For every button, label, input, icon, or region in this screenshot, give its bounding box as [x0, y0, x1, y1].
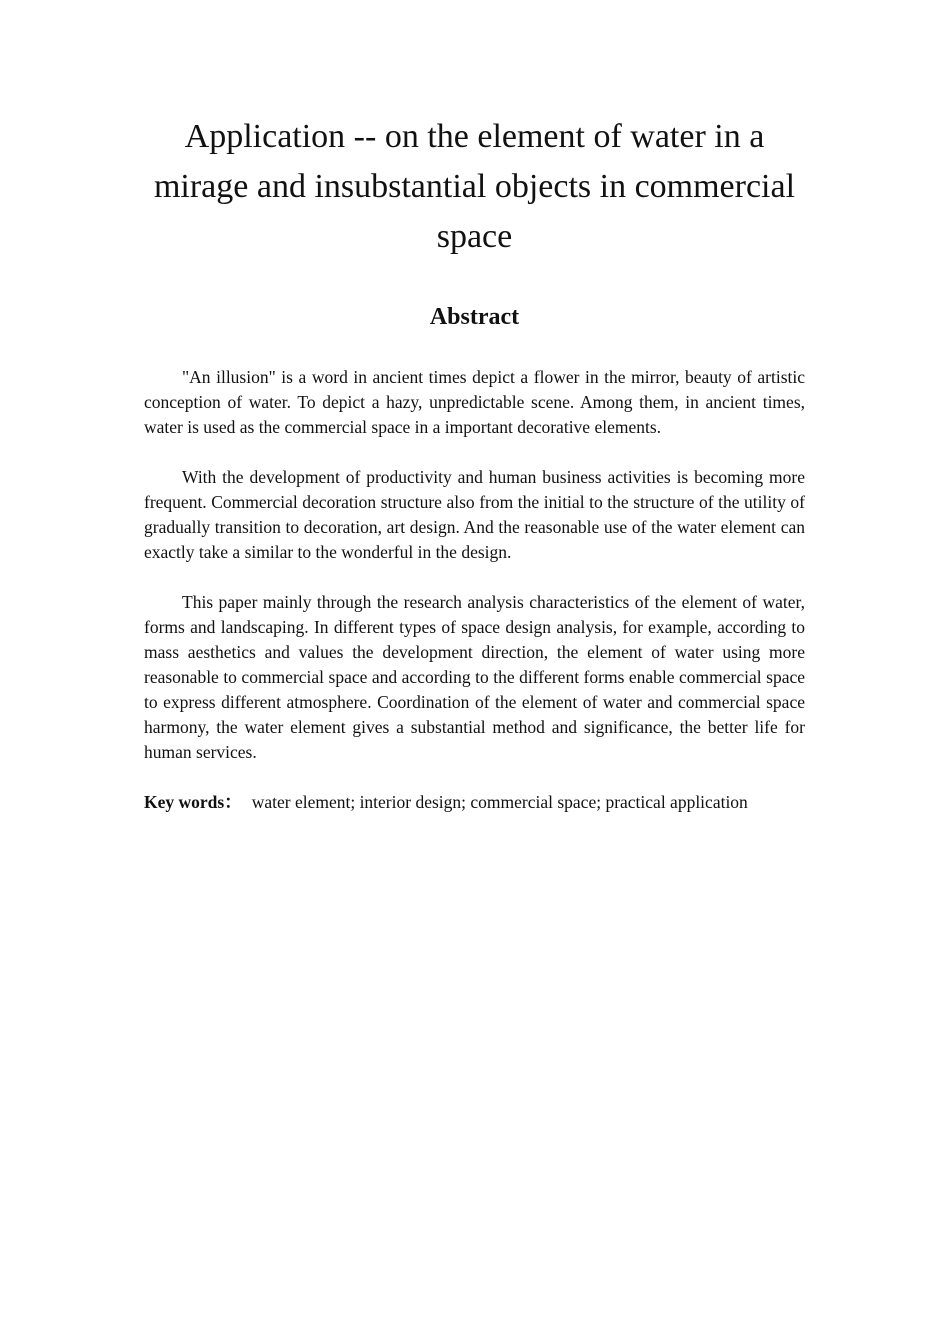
abstract-heading: Abstract — [429, 304, 520, 330]
document-page — [144, 112, 805, 815]
keywords-label: Key words： — [144, 792, 242, 812]
abstract-paragraph: "An illusion" is a word in ancient times depict a flower in the mirror, beauty of artistic conception of water. To depict a hazy, unpredictable scene. Among them, in ancient times, water is used as the commercial space in a important decorative elements. — [144, 367, 805, 437]
abstract-paragraph: This paper mainly through the research analysis characteristics of the element of water, forms and landscaping. In different types of space design analysis, for example, according to mass aesthetics and values the development direction, the element of water using more reasonable to commercial space and according to the different forms enable commercial space to express different atmosphere. Coordination of the element of water and commercial space harmony, the water element gives a substantial method and significance, the better life for human services. — [144, 592, 805, 762]
abstract-body — [144, 365, 805, 815]
keywords-value: water element; interior design; commercial space; practical application — [251, 792, 748, 812]
keywords-line — [144, 790, 805, 815]
document-title: Application -- on the element of water in a mirage and insubstantial objects in commercial space — [153, 118, 796, 255]
abstract-paragraph: With the development of productivity and human business activities is becoming more frequent. Commercial decoration structure also from the initial to the structure of the utility of gradually transition to decoration, art design. And the reasonable use of the water element can exactly take a similar to the wonderful in the design. — [144, 467, 805, 562]
